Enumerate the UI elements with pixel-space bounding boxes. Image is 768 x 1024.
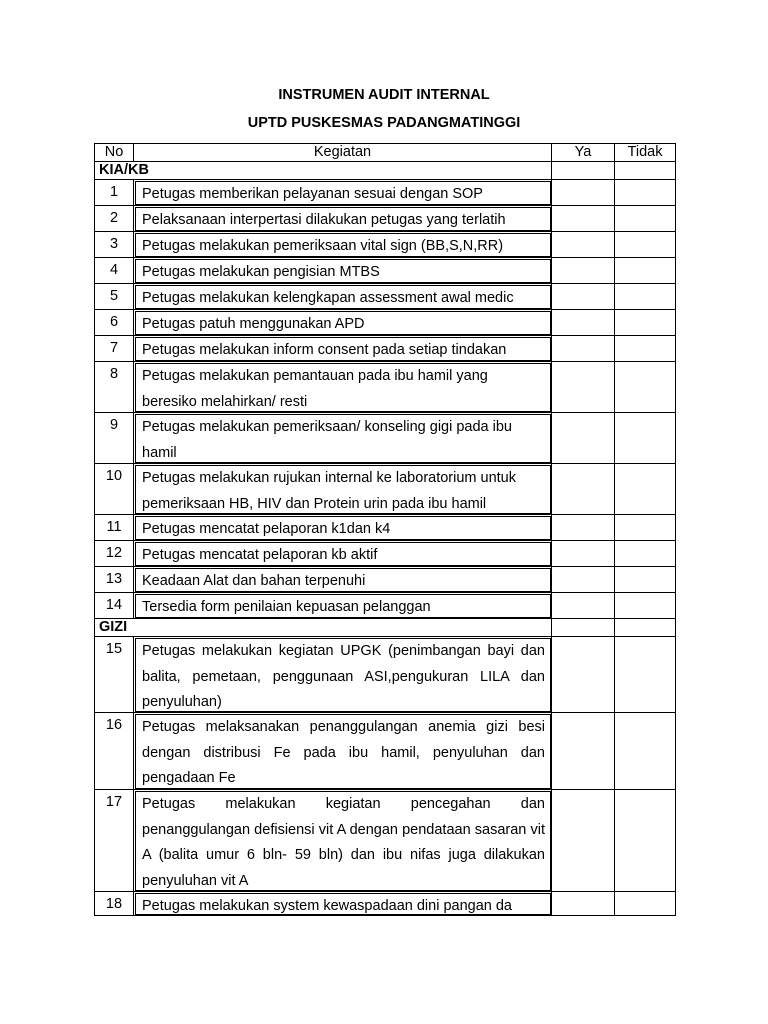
kegiatan-cell <box>134 232 552 258</box>
document-subtitle: UPTD PUSKESMAS PADANGMATINGGI <box>247 115 521 131</box>
kegiatan-text: Petugas melakukan inform consent pada setiap tindakan <box>135 337 551 361</box>
row-number: 2 <box>95 206 134 232</box>
tidak-checkbox-cell[interactable] <box>615 413 676 464</box>
ya-checkbox-cell[interactable] <box>552 232 615 258</box>
ya-checkbox-cell[interactable] <box>552 790 615 892</box>
section-ya-cell <box>552 162 615 180</box>
column-header-ya: Ya <box>552 144 615 162</box>
kegiatan-cell <box>134 464 552 515</box>
ya-checkbox-cell[interactable] <box>552 362 615 413</box>
table-row <box>95 593 676 619</box>
row-number: 16 <box>95 713 134 790</box>
tidak-checkbox-cell[interactable] <box>615 310 676 336</box>
kegiatan-cell <box>134 362 552 413</box>
kegiatan-text: Petugas memberikan pelayanan sesuai dengan SOP <box>135 181 551 205</box>
kegiatan-text: Petugas melakukan pemantauan pada ibu hamil yang beresiko melahirkan/ resti <box>135 363 551 412</box>
row-number: 13 <box>95 567 134 593</box>
tidak-checkbox-cell[interactable] <box>615 593 676 619</box>
row-number: 8 <box>95 362 134 413</box>
column-header-tidak: Tidak <box>615 144 676 162</box>
column-header-no: No <box>95 144 134 162</box>
table-row <box>95 567 676 593</box>
tidak-checkbox-cell[interactable] <box>615 206 676 232</box>
kegiatan-text: Petugas melakukan pemeriksaan/ konseling gigi pada ibu hamil <box>135 414 551 463</box>
kegiatan-cell <box>134 637 552 713</box>
kegiatan-text: Petugas mencatat pelaporan kb aktif <box>135 542 551 566</box>
tidak-checkbox-cell[interactable] <box>615 336 676 362</box>
tidak-checkbox-cell[interactable] <box>615 232 676 258</box>
kegiatan-text: Petugas melakukan kegiatan UPGK (penimbangan bayi dan balita, pemetaan, penggunaan ASI,pengukuran LILA dan penyuluhan) <box>135 638 551 712</box>
kegiatan-cell <box>134 258 552 284</box>
kegiatan-cell <box>134 206 552 232</box>
row-number: 1 <box>95 180 134 206</box>
kegiatan-text: Petugas melakukan rujukan internal ke laboratorium untuk pemeriksaan HB, HIV dan Protein urin pada ibu hamil <box>135 465 551 514</box>
table-row <box>95 892 676 916</box>
row-number: 12 <box>95 541 134 567</box>
kegiatan-text: Petugas mencatat pelaporan k1dan k4 <box>135 516 551 540</box>
kegiatan-cell <box>134 892 552 916</box>
ya-checkbox-cell[interactable] <box>552 310 615 336</box>
ya-checkbox-cell[interactable] <box>552 713 615 790</box>
table-row <box>95 515 676 541</box>
section-tidak-cell <box>615 619 676 637</box>
kegiatan-cell <box>134 541 552 567</box>
kegiatan-text: Petugas melakukan system kewaspadaan dini pangan da <box>135 893 551 915</box>
tidak-checkbox-cell[interactable] <box>615 180 676 206</box>
kegiatan-text: Keadaan Alat dan bahan terpenuhi <box>135 568 551 592</box>
tidak-checkbox-cell[interactable] <box>615 464 676 515</box>
table-row <box>95 336 676 362</box>
table-row <box>95 284 676 310</box>
tidak-checkbox-cell[interactable] <box>615 892 676 916</box>
kegiatan-text: Petugas melakukan kegiatan pencegahan dan penanggulangan defisiensi vit A dengan pendataan sasaran vit A (balita umur 6 bln- 59 bln) dan ibu nifas juga dilakukan penyuluhan vit A <box>135 791 551 891</box>
table-row <box>95 637 676 713</box>
kegiatan-cell <box>134 790 552 892</box>
column-header-kegiatan: Kegiatan <box>134 144 552 162</box>
ya-checkbox-cell[interactable] <box>552 567 615 593</box>
table-row <box>95 362 676 413</box>
kegiatan-cell <box>134 515 552 541</box>
section-header-row <box>95 619 676 637</box>
table-row <box>95 310 676 336</box>
row-number: 17 <box>95 790 134 892</box>
tidak-checkbox-cell[interactable] <box>615 541 676 567</box>
table-row <box>95 232 676 258</box>
section-title: KIA/KB <box>95 162 552 180</box>
ya-checkbox-cell[interactable] <box>552 413 615 464</box>
row-number: 15 <box>95 637 134 713</box>
ya-checkbox-cell[interactable] <box>552 206 615 232</box>
table-row <box>95 790 676 892</box>
row-number: 7 <box>95 336 134 362</box>
row-number: 5 <box>95 284 134 310</box>
tidak-checkbox-cell[interactable] <box>615 362 676 413</box>
table-row <box>95 206 676 232</box>
ya-checkbox-cell[interactable] <box>552 464 615 515</box>
ya-checkbox-cell[interactable] <box>552 515 615 541</box>
tidak-checkbox-cell[interactable] <box>615 284 676 310</box>
document-title: INSTRUMEN AUDIT INTERNAL <box>278 87 490 103</box>
table-row <box>95 413 676 464</box>
table-row <box>95 713 676 790</box>
ya-checkbox-cell[interactable] <box>552 593 615 619</box>
ya-checkbox-cell[interactable] <box>552 892 615 916</box>
kegiatan-cell <box>134 336 552 362</box>
kegiatan-cell <box>134 567 552 593</box>
row-number: 6 <box>95 310 134 336</box>
table-header-row <box>95 144 676 162</box>
section-tidak-cell <box>615 162 676 180</box>
tidak-checkbox-cell[interactable] <box>615 258 676 284</box>
section-ya-cell <box>552 619 615 637</box>
table-row <box>95 180 676 206</box>
audit-table <box>94 143 676 916</box>
kegiatan-text: Petugas melakukan pemeriksaan vital sign (BB,S,N,RR) <box>135 233 551 257</box>
row-number: 14 <box>95 593 134 619</box>
table-row <box>95 541 676 567</box>
ya-checkbox-cell[interactable] <box>552 637 615 713</box>
kegiatan-cell <box>134 310 552 336</box>
tidak-checkbox-cell[interactable] <box>615 637 676 713</box>
row-number: 10 <box>95 464 134 515</box>
tidak-checkbox-cell[interactable] <box>615 790 676 892</box>
row-number: 4 <box>95 258 134 284</box>
kegiatan-cell <box>134 713 552 790</box>
kegiatan-cell <box>134 284 552 310</box>
ya-checkbox-cell[interactable] <box>552 336 615 362</box>
kegiatan-text: Tersedia form penilaian kepuasan pelanggan <box>135 594 551 618</box>
kegiatan-text: Pelaksanaan interpertasi dilakukan petugas yang terlatih <box>135 207 551 231</box>
table-row <box>95 258 676 284</box>
ya-checkbox-cell[interactable] <box>552 541 615 567</box>
kegiatan-text: Petugas melaksanakan penanggulangan anemia gizi besi dengan distribusi Fe pada ibu hamil, penyuluhan dan pengadaan Fe <box>135 714 551 789</box>
tidak-checkbox-cell[interactable] <box>615 567 676 593</box>
row-number: 18 <box>95 892 134 916</box>
kegiatan-cell <box>134 413 552 464</box>
ya-checkbox-cell[interactable] <box>552 258 615 284</box>
tidak-checkbox-cell[interactable] <box>615 515 676 541</box>
ya-checkbox-cell[interactable] <box>552 180 615 206</box>
kegiatan-text: Petugas melakukan pengisian MTBS <box>135 259 551 283</box>
row-number: 9 <box>95 413 134 464</box>
ya-checkbox-cell[interactable] <box>552 284 615 310</box>
kegiatan-cell <box>134 180 552 206</box>
tidak-checkbox-cell[interactable] <box>615 713 676 790</box>
kegiatan-cell <box>134 593 552 619</box>
section-title: GIZI <box>95 619 552 637</box>
kegiatan-text: Petugas patuh menggunakan APD <box>135 311 551 335</box>
table-row <box>95 464 676 515</box>
row-number: 3 <box>95 232 134 258</box>
row-number: 11 <box>95 515 134 541</box>
section-header-row <box>95 162 676 180</box>
kegiatan-text: Petugas melakukan kelengkapan assessment awal medic <box>135 285 551 309</box>
